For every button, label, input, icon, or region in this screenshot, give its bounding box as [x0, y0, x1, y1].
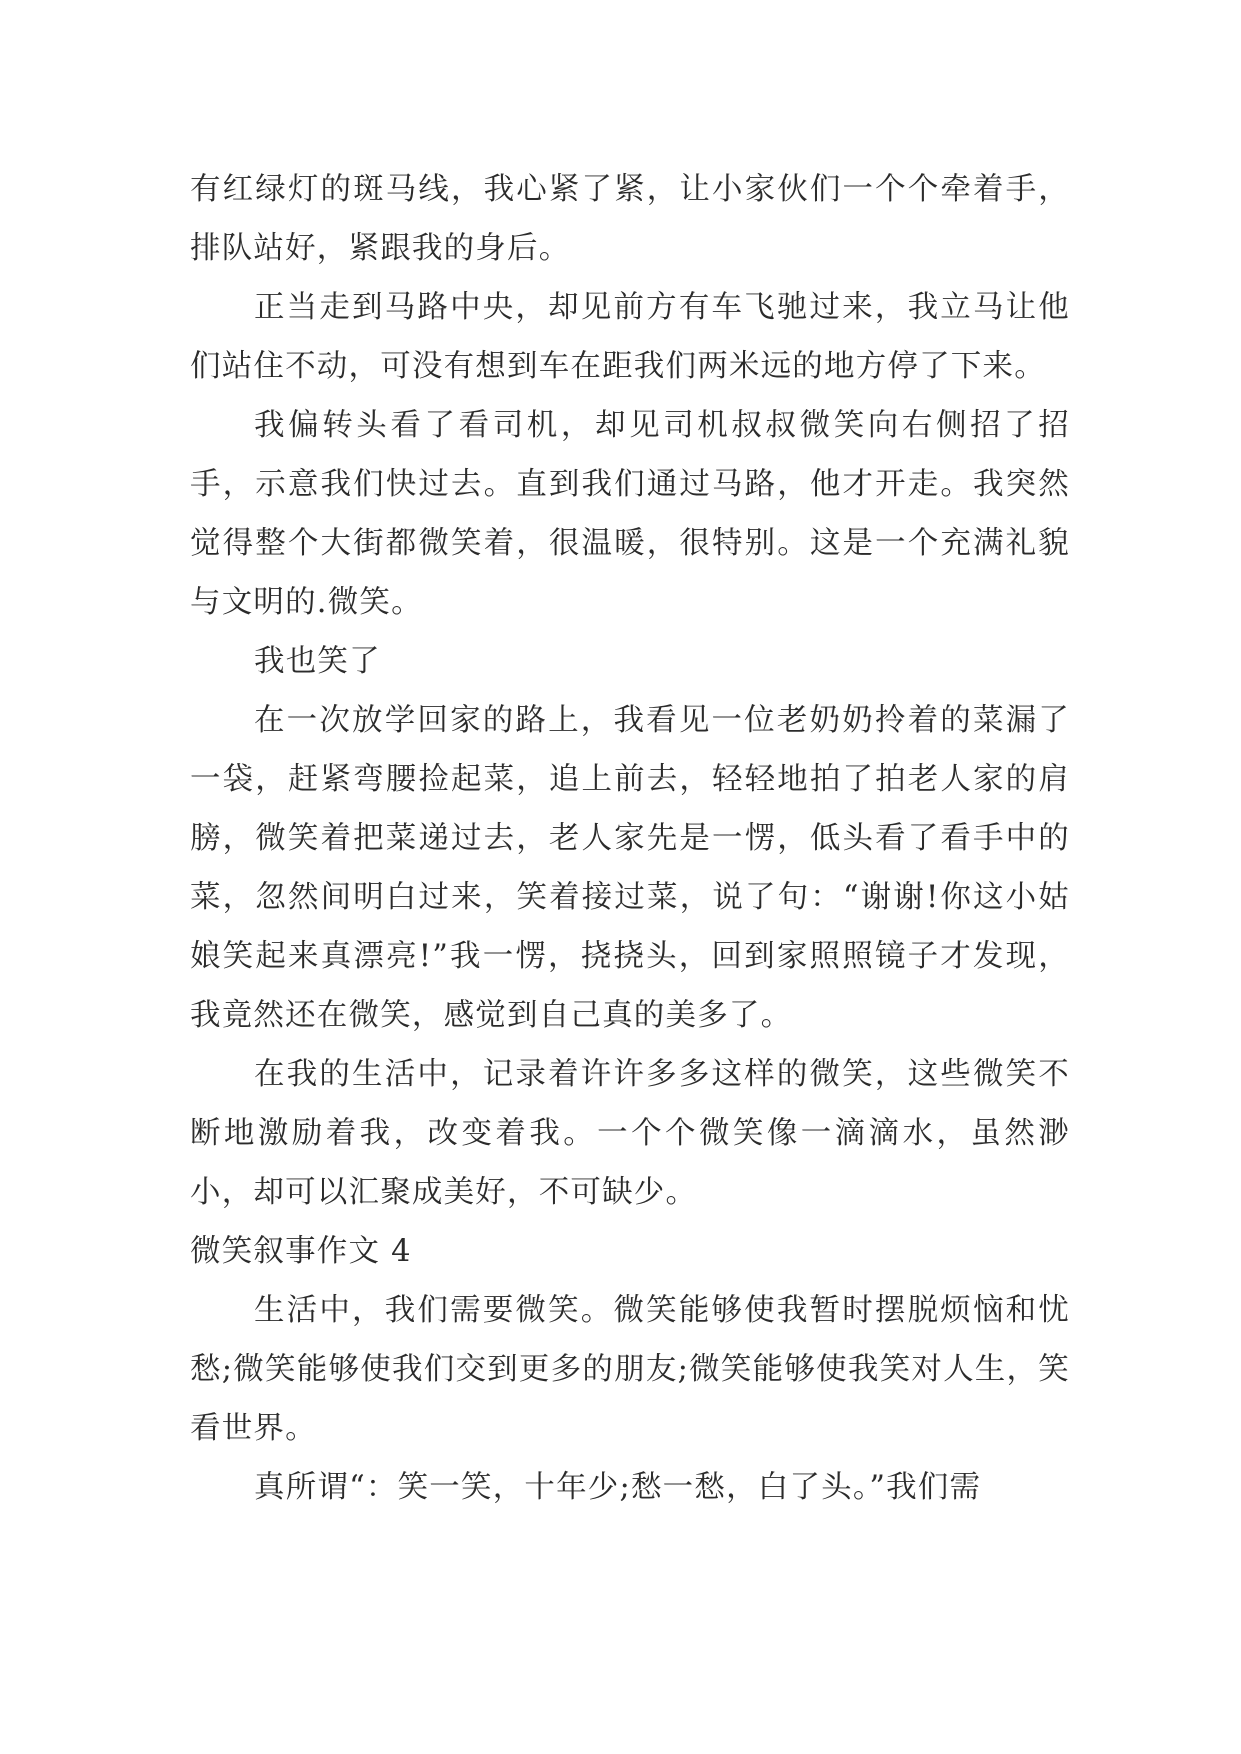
paragraph-saying: 真所谓“：笑一笑，十年少;愁一愁，白了头。”我们需 [254, 1470, 982, 1505]
paragraph-car-stops: 正当走到马路中央，却见前方有车飞驰过来，我立马让他们站住不动，可没有想到车在距我们两米远的地方停了下来。 [190, 290, 1070, 384]
document-body [190, 160, 1070, 1517]
paragraph-need-smile: 生活中，我们需要微笑。微笑能够使我暂时摆脱烦恼和忧愁;微笑能够使我们交到更多的朋友;微笑能够使我笑对人生，笑看世界。 [190, 1293, 1070, 1446]
paragraph-i-smiled-too: 我也笑了 [254, 644, 381, 679]
essay-heading: 微笑叙事作文 4 [190, 1234, 412, 1269]
paragraph-driver-smile: 我偏转头看了看司机，却见司机叔叔微笑向右侧招了招手，示意我们快过去。直到我们通过马路，他才开走。我突然觉得整个大街都微笑着，很温暖，很特别。这是一个充满礼貌与文明的.微笑。 [190, 408, 1070, 620]
paragraph-crosswalk: 有红绿灯的斑马线，我心紧了紧，让小家伙们一个个牵着手，排队站好，紧跟我的身后。 [190, 172, 1070, 266]
paragraph-life-smiles: 在我的生活中，记录着许许多多这样的微笑，这些微笑不断地激励着我，改变着我。一个个微笑像一滴滴水，虽然渺小，却可以汇聚成美好，不可缺少。 [190, 1057, 1070, 1210]
paragraph-grandma-vegetables: 在一次放学回家的路上，我看见一位老奶奶拎着的菜漏了一袋，赶紧弯腰捡起菜，追上前去，轻轻地拍了拍老人家的肩膀，微笑着把菜递过去，老人家先是一愣，低头看了看手中的菜，忽然间明白过来，笑着接过菜，说了句：“谢谢!你这小姑娘笑起来真漂亮!”我一愣，挠挠头，回到家照照镜子才发现，我竟然还在微笑，感觉到自己真的美多了。 [190, 703, 1070, 1033]
